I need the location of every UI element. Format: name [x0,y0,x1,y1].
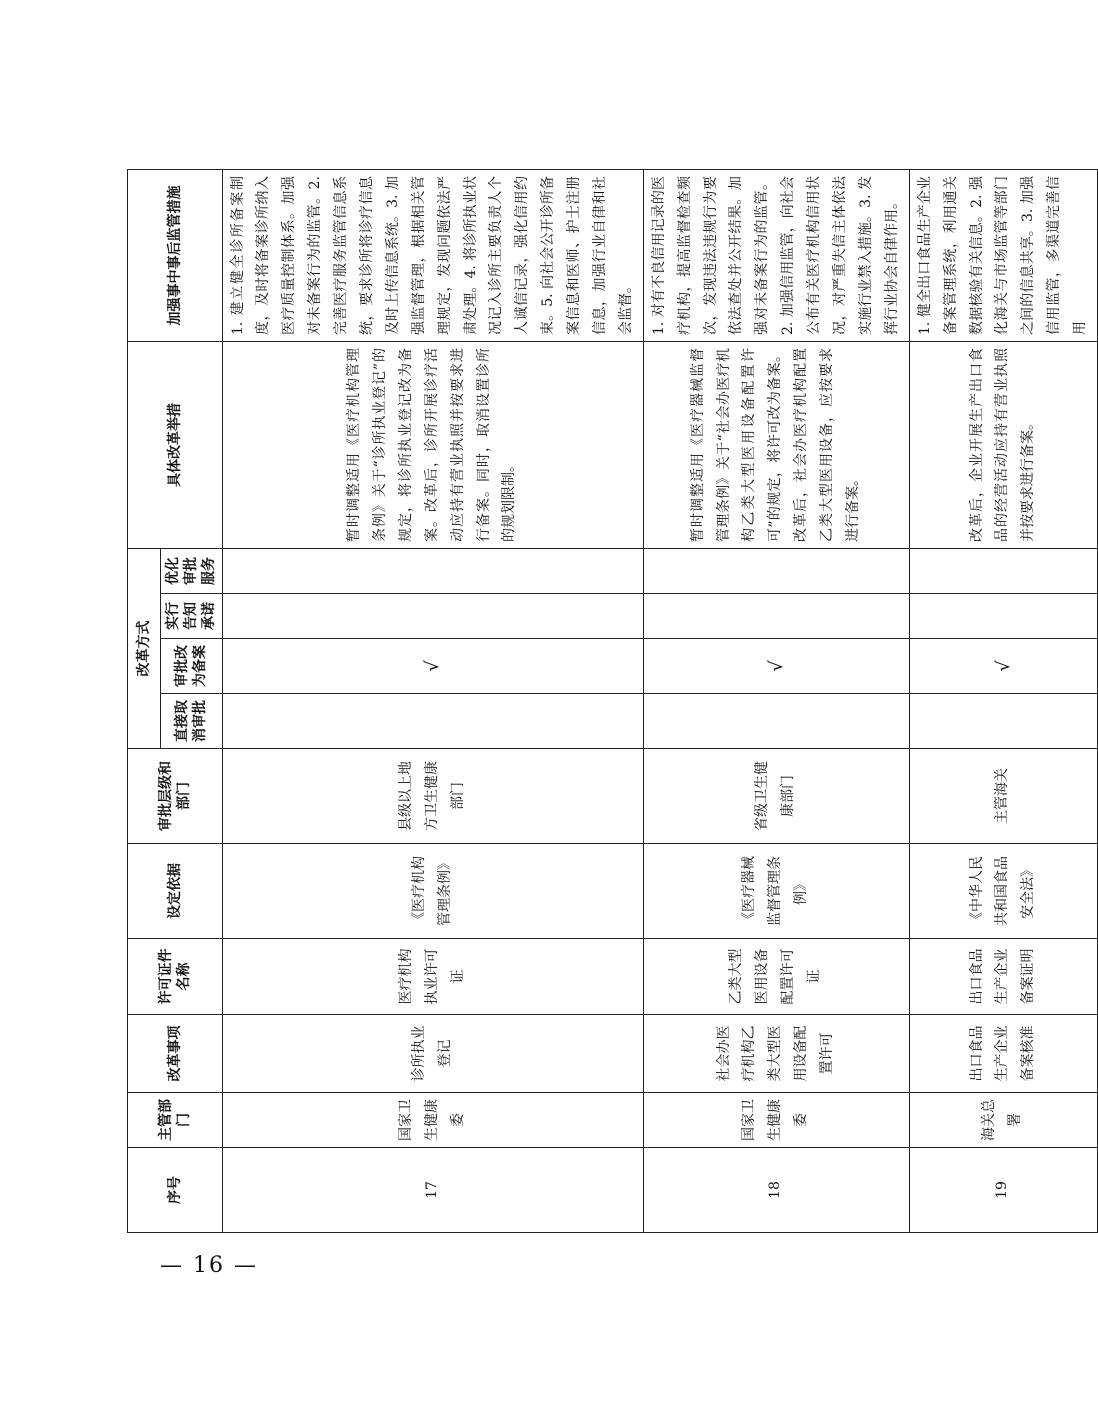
cell-mode-promise [222,594,643,639]
cell-dept: 国家卫生健康委 [643,1093,909,1148]
cell-seq: 19 [909,1148,1097,1233]
header-basis: 设定依据 [128,844,223,939]
cell-seq: 17 [222,1148,643,1233]
header-mode-record: 审批改为备案 [161,639,223,694]
header-level: 审批层级和部门 [128,749,223,844]
cell-supervision: 1. 对有不良信用记录的医疗机构，提高监督检查频次，发现违法违规行为要依法查处并公开结果。加强对未备案行为的监管。2. 加强信用监管，向社会公布有关医疗机构信用状况，对严重失信主体依法实施行业禁入措施。3. 发挥行业协会自律作用。 [643,170,909,342]
cell-mode-optimize [909,549,1097,594]
header-dept: 主管部门 [128,1093,223,1148]
table-row [909,170,1097,1233]
cell-mode-optimize [643,549,909,594]
checkmark-icon: √ [643,639,909,694]
cell-measures: 暂时调整适用《医疗器械监督管理条例》关于“社会办医疗机构乙类大型医用设备配置许可”的规定，将许可改为备案。改革后，社会办医疗机构配置乙类大型医用设备，应按要求进行备案。 [643,342,909,549]
cell-license: 出口食品生产企业备案证明 [909,939,1097,1015]
cell-basis: 《医疗机构管理条例》 [222,844,643,939]
table-row [643,170,909,1233]
rotated-table-container [127,170,1089,1233]
cell-level: 主管海关 [909,749,1097,844]
cell-basis: 《中华人民共和国食品安全法》 [909,844,1097,939]
cell-seq: 18 [643,1148,909,1233]
cell-basis: 《医疗器械监督管理条例》 [643,844,909,939]
header-mode-optimize: 优化审批服务 [161,549,223,594]
cell-mode-cancel [909,694,1097,749]
header-measures: 具体改革举措 [128,342,223,549]
page-number: — 16 — [160,1253,258,1278]
header-seq: 序号 [128,1148,223,1233]
checkmark-icon: √ [222,639,643,694]
cell-mode-optimize [222,549,643,594]
reform-table [127,169,1098,1233]
header-supervision: 加强事中事后监管措施 [128,170,223,342]
header-item: 改革事项 [128,1015,223,1093]
header-mode-group: 改革方式 [128,549,161,749]
cell-level: 省级卫生健康部门 [643,749,909,844]
cell-mode-cancel [222,694,643,749]
cell-dept: 国家卫生健康委 [222,1093,643,1148]
table-row [222,170,643,1233]
cell-measures: 暂时调整适用《医疗机构管理条例》关于“诊所执业登记”的规定，将诊所执业登记改为备案。改革后，诊所开展诊疗活动应持有营业执照并按要求进行备案。同时，取消设置诊所的规划限制。 [222,342,643,549]
cell-mode-promise [643,594,909,639]
cell-item: 社会办医疗机构乙类大型医用设备配置许可 [643,1015,909,1093]
header-mode-cancel: 直接取消审批 [161,694,223,749]
cell-dept: 海关总署 [909,1093,1097,1148]
cell-item: 诊所执业登记 [222,1015,643,1093]
header-license: 许可证件名称 [128,939,223,1015]
cell-supervision: 1. 健全出口食品生产企业备案管理系统，利用通关数据核验有关信息。2. 强化海关与市场监管等部门之间的信息共享。3. 加强信用监管，多渠道完善信用 [909,170,1097,342]
cell-item: 出口食品生产企业备案核准 [909,1015,1097,1093]
cell-measures: 改革后，企业开展生产出口食品的经营活动应持有营业执照并按要求进行备案。 [909,342,1097,549]
cell-supervision: 1. 建立健全诊所备案制度，及时将备案诊所纳入医疗质量控制体系。加强对未备案行为的监管。2. 完善医疗服务监管信息系统，要求诊所将诊疗信息及时上传信息系统。3. 加强监督管理，根据相关管理规定，发现问题依法严肃处理。4. 将诊所执业状况记入诊所主要负责人个人诚信记录，强化信用约束。5. 向社会公开诊所备案信息和医师、护士注册信息，加强行业自律和社会监督。 [222,170,643,342]
cell-license: 医疗机构执业许可证 [222,939,643,1015]
cell-license: 乙类大型医用设备配置许可证 [643,939,909,1015]
checkmark-icon: √ [909,639,1097,694]
cell-mode-cancel [643,694,909,749]
cell-level: 县级以上地方卫生健康部门 [222,749,643,844]
cell-mode-promise [909,594,1097,639]
header-mode-promise: 实行告知承诺 [161,594,223,639]
